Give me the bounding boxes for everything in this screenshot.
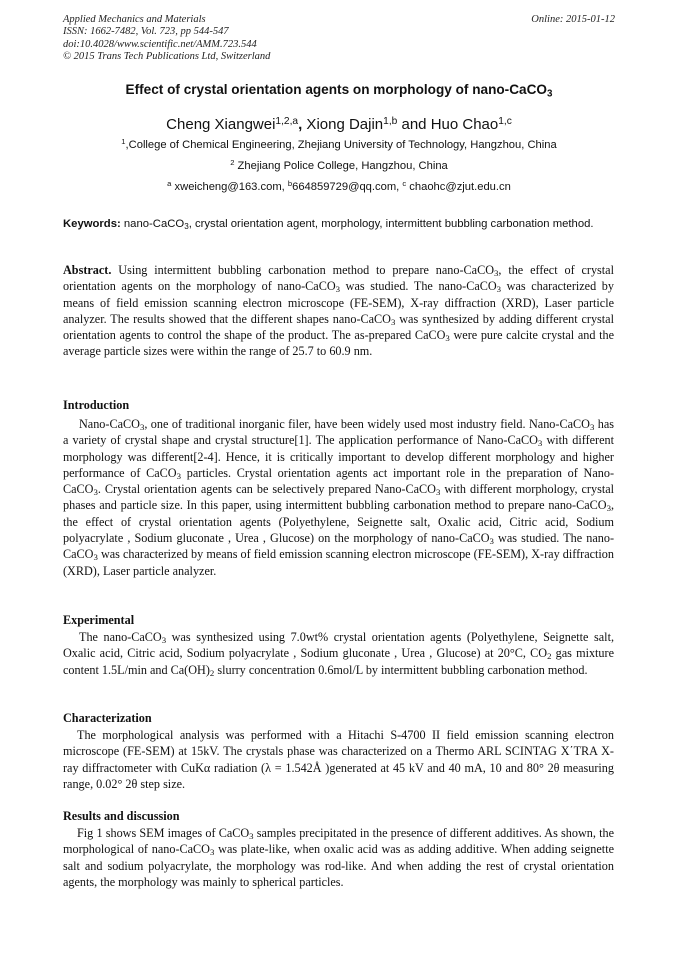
author-list: Cheng Xiangwei$^{1,2,a}$, Xiong Dajin$^{1,b}$ and Huo Chao$^{1,c}$ [166,115,512,133]
characterization-heading: Characterization [63,711,152,725]
results-text: Fig 1 shows SEM images of CaCO$_3$ samples precipitated in the presence of different additives. As shown, the morphological of nano-CaCO$_3$ was plate-like, when oxalic acid was as adding additive. When adding seignette salt and sodium polyacrylate, the morphology was rod-like. And when adding the rest of crystal orientation agents, the morphology was mainly to spherical particles. [63,826,614,889]
email-link[interactable]: 664859729@qq.com, [292,181,403,193]
introduction-heading: Introduction [63,398,130,412]
author-name: Xiong Dajin [302,116,384,133]
characterization-text: The morphological analysis was performed with a Hitachi S-4700 II field emission scanning electron microscope (FE-SEM) at 15kV. The crystals phase was characterized on a Thermo ARL SCINTAG X΄TRA X-ray diffractometer with CuKα radiation (λ = 1.542Å )generated at 45 kV and 40 mA, 10 and 80° 2θ measuring range, 0.02° 2θ step size. [63,728,614,791]
journal-name: Applied Mechanics and Materials [63,14,206,25]
issn-line: ISSN: 1662-7482, Vol. 723, pp 544-547 [63,26,229,38]
doi-line: doi:10.4028/www.scientific.net/AMM.723.544 [63,38,257,50]
online-date: Online: 2015-01-12 [531,14,615,25]
author-name: and Huo Chao [397,116,499,133]
abstract: Abstract. Using intermittent bubbling carbonation method to prepare nano-CaCO$_3$, the effect of crystal orientation agents on the morphology of nano-CaCO$_3$ was studied. The nano-CaCO$_3$ was characterized by means of field emission scanning electron microscope (FE-SEM), X-ray diffraction (XRD), Laser particle analyzer. The results showed that the different shapes nano-CaCO$_3$ was synthesized by adding different crystal orientation agents to control the shape of the product. The as-prepared CaCO$_3$ were pure calcite crystal and the average particle sizes were within the range of 25.7 to 60.9 nm. [63,263,614,359]
paper-title: Effect of crystal orientation agents on morphology of nano-CaCO$_3$ [125,82,553,100]
email-link[interactable]: xweicheng@163.com, [171,181,288,193]
results-heading: Results and discussion [63,809,180,823]
journal-metadata [63,14,270,63]
affiliation-1: $^1$,College of Chemical Engineering, Zhejiang University of Technology, Hangzhou, China [121,137,557,151]
author-emails: $^a$ xweicheng@163.com, $^b$664859729@qq.com, $^c$ chaohc@zjut.edu.cn [167,179,511,193]
keywords: Keywords: nano-CaCO$_3$, crystal orientation agent, morphology, intermittent bubbling carbonation method. [63,218,594,232]
affiliation-2: $^2$ Zhejiang Police College, Hangzhou, China [230,158,448,172]
keywords-label: Keywords: [63,218,121,230]
experimental-text: The nano-CaCO$_3$ was synthesized using 7.0wt% crystal orientation agents (Polyethylene, Seignette salt, Oxalic acid, Citric acid, Sodium polyacrylate , Sodium gluconate , Urea , Glucose) at 20°C, $CO_2$ gas mixture content 1.5L/min and $Ca(OH)_2$ slurry concentration 0.6mol/L by intermittent bubbling carbonation method. [63,630,615,678]
email-link[interactable]: chaohc@zjut.edu.cn [406,181,511,193]
experimental-heading: Experimental [63,613,135,627]
introduction-text: Nano-CaCO$_3$, one of traditional inorganic filer, have been widely used most industry field. Nano-CaCO$_3$ has a variety of crystal shape and crystal structure[1]. The application performance of Nano-CaCO$_3$ with different morphology was different[2-4]. Hence, it is critically important to develop different morphology and higher performance of CaCO$_3$ particles. Crystal orientation agents act important role in the preparation of Nano-CaCO$_3$. Crystal orientation agents can be selectively prepared Nano-CaCO$_3$ with different morphology, crystal phases and particle size. In this paper, using intermittent bubbling carbonation method to prepare nano-CaCO$_3$, the effect of crystal orientation agents (Polyethylene, Seignette salt, Oxalic acid, Citric acid, Sodium polyacrylate , Sodium gluconate , Urea , Glucose) on the morphology of nano-CaCO$_3$ was studied. The nano-CaCO$_3$ was characterized by means of field emission scanning electron microscope (FE-SEM), X-ray diffraction (XRD), Laser particle analyzer. [63,417,615,578]
copyright-line: © 2015 Trans Tech Publications Ltd, Switzerland [63,50,271,62]
author-name: Cheng Xiangwei [166,116,276,133]
abstract-label: Abstract. [63,263,112,277]
